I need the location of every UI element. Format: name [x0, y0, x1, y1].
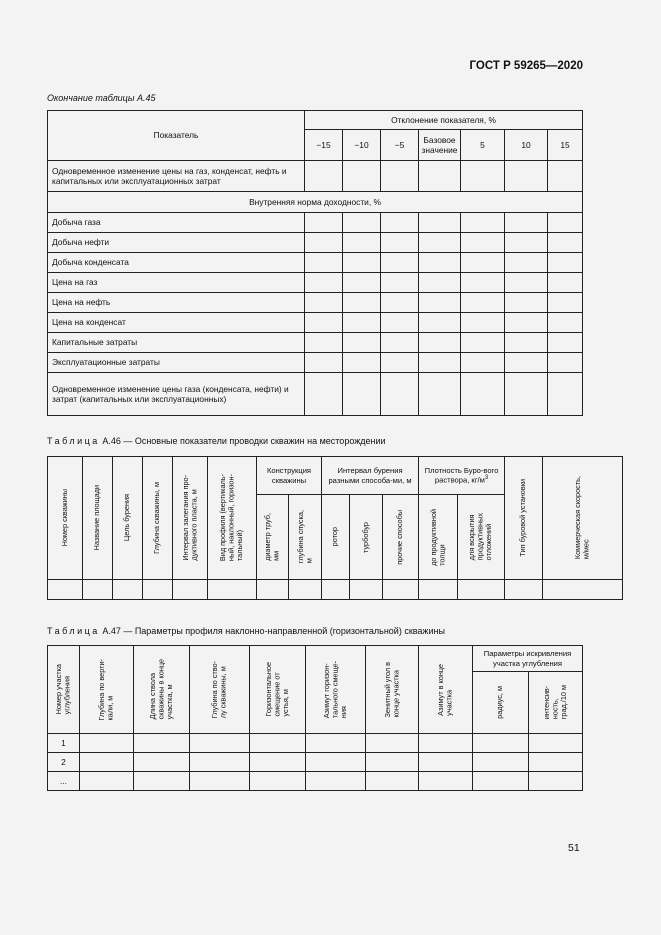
row-number: 2 [48, 753, 80, 772]
table-row [48, 734, 583, 753]
sub-for-opening: для вскрытия продуктивных отложений [467, 513, 494, 561]
col-borehole-length: Длина ствола скважины в конце участка, м [147, 659, 174, 720]
parameter-header: Показатель [48, 111, 305, 161]
row-number: 1 [48, 734, 80, 753]
col-well-number: Номер скважины [59, 489, 69, 547]
table-row-label: Эксплуатационные затраты [48, 353, 305, 373]
col-zenith-angle: Зенитный угол в конце участка [382, 661, 400, 718]
col-vertical-depth: Глубина по верти- кали, м [97, 658, 115, 721]
table-row [48, 772, 583, 791]
deviation-header: Отклонение показателя, % [305, 111, 583, 130]
row-number: ... [48, 772, 80, 791]
table-a45 [47, 110, 583, 416]
caption-text: А.47 — Параметры профиля наклонно-направленной (горизонтальной) скважины [102, 626, 445, 636]
table-row [48, 580, 623, 600]
table-a47 [47, 645, 583, 791]
document-header: ГОСТ Р 59265—2020 [469, 60, 583, 72]
col-reservoir-interval: Интервал залегания про- дуктивного пласта, м [180, 475, 198, 561]
table-a46 [47, 456, 623, 600]
col-segment-number: Номер участка углубления [54, 664, 72, 715]
deviation-col: 10 [505, 130, 548, 161]
col-borehole-depth: Глубина по ство- лу скважины, м [210, 660, 228, 719]
table-a46-caption [47, 436, 386, 446]
table-row [48, 753, 583, 772]
table-a45-caption: Окончание таблицы А.45 [47, 93, 156, 103]
col-end-azimuth: Азимут в конце участка [436, 663, 454, 716]
table-row-label: Цена на конденсат [48, 313, 305, 333]
table-row-label: Добыча конденсата [48, 253, 305, 273]
table-row-label: Цена на газ [48, 273, 305, 293]
col-drilling-goal: Цель бурения [122, 494, 132, 542]
sub-radius: радиус, м [495, 686, 505, 719]
table-row-label: Капитальные затраты [48, 333, 305, 353]
table-row-label: Добыча газа [48, 213, 305, 233]
col-well-depth: Глубина скважины, м [152, 482, 162, 554]
table-a47-caption [47, 626, 445, 636]
sub-rotor: ротор [330, 527, 340, 547]
group-well-construction: Конструкция скважины [257, 457, 322, 495]
col-horizontal-shift: Горизонтальное смещение от устья, м [263, 662, 290, 717]
col-profile-type: Вид профиля (вертикаль- ный, наклонный, горизон- тальный) [218, 474, 245, 562]
sub-to-productive: до продуктивной толщи [428, 508, 447, 566]
deviation-col: −5 [381, 130, 419, 161]
sub-turbodrill: турбобур [360, 521, 370, 553]
deviation-col: 5 [461, 130, 505, 161]
table-row-label: Одновременное изменение цены на газ, конденсат, нефть и капитальных или эксплуатационных затрат [48, 161, 305, 192]
sub-run-depth: глубина спуска, м [295, 510, 313, 564]
table-row-label: Одновременное изменение цены газа (конденсата, нефти) и затрат (капитальных или эксплуатационных) [48, 373, 305, 416]
deviation-col: −10 [343, 130, 381, 161]
page-number: 51 [568, 842, 580, 854]
deviation-col-base: Базовое значение [419, 130, 461, 161]
col-area-name: Название площади [92, 485, 102, 551]
section-header: Внутренняя норма доходности, % [48, 192, 583, 213]
col-commercial-speed: Коммерческая скорость, м/мес [573, 476, 591, 560]
deviation-col: −15 [305, 130, 343, 161]
group-mud-density: Плотность Буро-вого раствора, $кг/м^3$ [419, 457, 505, 495]
col-horizontal-azimuth: Азимут горизон- тального смеще- ния [321, 660, 348, 719]
sub-intensity: интенсив- ность, град./10 м [541, 685, 568, 720]
caption-text: А.46 — Основные показатели проводки скважин на месторождении [102, 436, 386, 446]
col-rig-type: Тип буровой установки [518, 479, 528, 557]
table-row-label: Цена на нефть [48, 293, 305, 313]
sub-pipe-diameter: диаметр труб, мм [263, 513, 281, 561]
sub-other-methods: прочие способы [395, 509, 405, 565]
table-row-label: Добыча нефти [48, 233, 305, 253]
caption-prefix: Таблица [47, 436, 100, 446]
caption-prefix: Таблица [47, 626, 100, 636]
deviation-col: 15 [548, 130, 583, 161]
group-curvature-params: Параметры искривления участка углубления [473, 646, 583, 672]
group-drilling-interval: Интервал бурения разными способа-ми, м [322, 457, 419, 495]
